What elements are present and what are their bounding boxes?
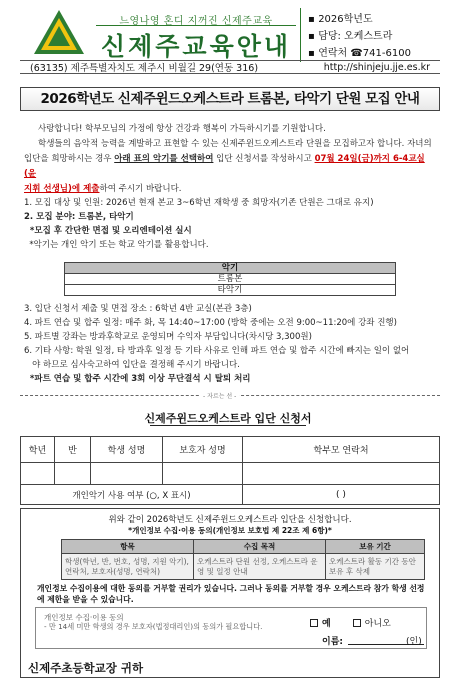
instrument-trombone: 트롬본 <box>65 274 396 285</box>
yes-label: 예 <box>322 619 331 629</box>
divider <box>300 8 301 62</box>
class-field[interactable] <box>55 463 91 485</box>
col-guardian-name: 보호자 성명 <box>163 437 243 463</box>
col-student-name: 학생 성명 <box>91 437 163 463</box>
notice-title: 2026학년도 신제주윈드오케스트라 트롬본, 타악기 단원 모집 안내 <box>20 87 440 111</box>
intro-segment: 아래 표의 악기를 선택하여 <box>114 154 214 164</box>
intro-paragraph <box>24 122 436 197</box>
consent-box <box>20 508 440 678</box>
address-bar <box>20 60 440 74</box>
website-link[interactable]: http://shinjeju.jje.es.kr <box>323 61 430 73</box>
instrument-use-label: 개인악기 사용 여부 (○, X 표시) <box>21 485 243 505</box>
info-contact-person: ▪ 담당: 오케스트라 <box>308 31 393 42</box>
instrument-percussion: 타악기 <box>65 285 396 296</box>
consent-options <box>310 616 391 629</box>
slogan: 느영나영 혼디 지꺼진 신제주교육 <box>119 16 273 27</box>
intro-line <box>24 152 436 182</box>
privacy-item: 학생(학년, 반, 번호, 성명, 지원 악기), 연락처, 보호자(성명, 연락처) <box>62 554 194 580</box>
list-item: 3. 입단 신청서 제출 및 면접 장소 : 6학년 4반 교실(본관 3층) <box>24 304 252 314</box>
parent-contact-field[interactable] <box>243 463 440 485</box>
refuse-text: 개인정보 수집이용에 대한 동의를 거부할 권리가 있습니다. 그러나 동의를 거부할 경우 오케스트라 참가 학생 선정에 제한을 받을 수 있습니다. <box>37 584 425 604</box>
intro-line <box>24 182 436 197</box>
privacy-col-purpose: 수집 목적 <box>194 540 326 554</box>
info-phone: ▪ 연락처 ☎741-6100 <box>308 48 411 59</box>
grade-field[interactable] <box>21 463 55 485</box>
school-logo <box>32 8 86 56</box>
intro-segment: 입단을 희망하시는 경우 <box>24 154 115 164</box>
col-grade: 학년 <box>21 437 55 463</box>
list-item: 5. 파트별 강좌는 방과후학교로 운영되며 수익자 부담입니다(차시당 3,300원) <box>24 332 312 342</box>
instrument-use-field[interactable]: ( ) <box>243 485 440 505</box>
divider <box>96 25 296 26</box>
form-title: 신제주윈드오케스트라 입단 신청서 <box>144 412 312 425</box>
schedule-details <box>24 302 409 386</box>
privacy-period: 오케스트라 활동 기간 동안 보유 후 삭제 <box>326 554 425 580</box>
intro-line <box>24 137 436 152</box>
info-year: ▪ 2026학년도 <box>308 14 373 25</box>
consent-sub: - 만 14세 미만 학생의 경우 보호자(법정대리인)의 동의가 필요합니다. <box>44 622 263 631</box>
consent-title: 개인정보 수집·이용 동의 <box>44 613 124 622</box>
intro-segment: 지휘 선생님)에 제출 <box>24 184 100 194</box>
divider <box>150 425 306 426</box>
list-item: 1. 모집 대상 및 인원: 2026년 현재 본교 3~6학년 재학생 중 희망자(기존 단원은 그대로 유지) <box>24 198 374 208</box>
recruit-details <box>24 196 374 252</box>
no-checkbox[interactable] <box>353 619 361 627</box>
col-parent-contact: 학부모 연락처 <box>243 437 440 463</box>
sign-label: 이름: <box>322 637 343 647</box>
col-class: 반 <box>55 437 91 463</box>
intro-segment: 학생들의 음악적 능력을 계발하고 표현할 수 있는 신제주윈드오케스트라 단원을 모집하고자 합니다. 자녀의 <box>38 139 432 149</box>
application-table <box>20 436 440 505</box>
list-item: 4. 파트 연습 및 합주 일정: 매주 화, 목 14:40~17:00 (방학 중에는 오전 9:00~11:20에 강좌 진행) <box>24 318 397 328</box>
newsletter-title: 신제주교육안내 <box>100 32 292 61</box>
intro-segment: 사랑합니다! 학부모님의 가정에 항상 건강과 행복이 가득하시기를 기원합니다. <box>38 124 326 134</box>
list-item: *악기는 개인 악기 또는 학교 악기를 활용합니다. <box>24 240 209 250</box>
privacy-table <box>61 539 425 580</box>
intro-segment: 하여 주시기 바랍니다. <box>99 184 182 194</box>
list-item: *모집 후 간단한 면접 및 오리엔테이션 실시 <box>24 226 192 236</box>
privacy-col-period: 보유 기간 <box>326 540 425 554</box>
sign-suffix: (인) <box>406 637 422 647</box>
privacy-note: *개인정보 수집·이용 동의(개인정보 보호법 제 22조 제 6항)* <box>128 526 332 535</box>
instrument-header: 악기 <box>65 263 396 274</box>
list-item: 2. 모집 분야: 트롬본, 타악기 <box>24 212 134 222</box>
intro-line <box>24 122 436 137</box>
no-label: 아니오 <box>364 619 391 629</box>
list-item: 야 하므로 심사숙고하여 입단을 결정해 주시기 바랍니다. <box>24 360 240 370</box>
consent-inner-box <box>35 607 427 649</box>
address: (63135) 제주특별자치도 제주시 비월길 29(연동 316) <box>30 63 259 74</box>
instrument-table <box>64 262 396 296</box>
agree-text: 위와 같이 2026학년도 신제주윈드오케스트라 입단을 신청합니다. <box>108 515 352 525</box>
intro-segment: 07월 24일(금)까지 6-4교실(윤 <box>24 154 425 179</box>
guardian-name-field[interactable] <box>163 463 243 485</box>
privacy-purpose: 오케스트라 단원 선정, 오케스트라 운영 및 일정 안내 <box>194 554 326 580</box>
principal-addressee: 신제주초등학교장 귀하 <box>28 661 144 675</box>
list-item: *파트 연습 및 합주 시간에 3회 이상 무단결석 시 탈퇴 처리 <box>24 374 251 384</box>
yes-checkbox[interactable] <box>310 619 318 627</box>
privacy-col-item: 항목 <box>62 540 194 554</box>
intro-segment: 입단 신청서를 작성하시고 <box>213 154 315 164</box>
cut-label: - 자르는 선 - <box>200 391 239 400</box>
list-item: 6. 기타 사항: 학원 일정, 타 방과후 일정 등 기타 사유로 인해 파트 연습 및 합주 시간에 빠지는 일이 없어 <box>24 346 410 356</box>
student-name-field[interactable] <box>91 463 163 485</box>
